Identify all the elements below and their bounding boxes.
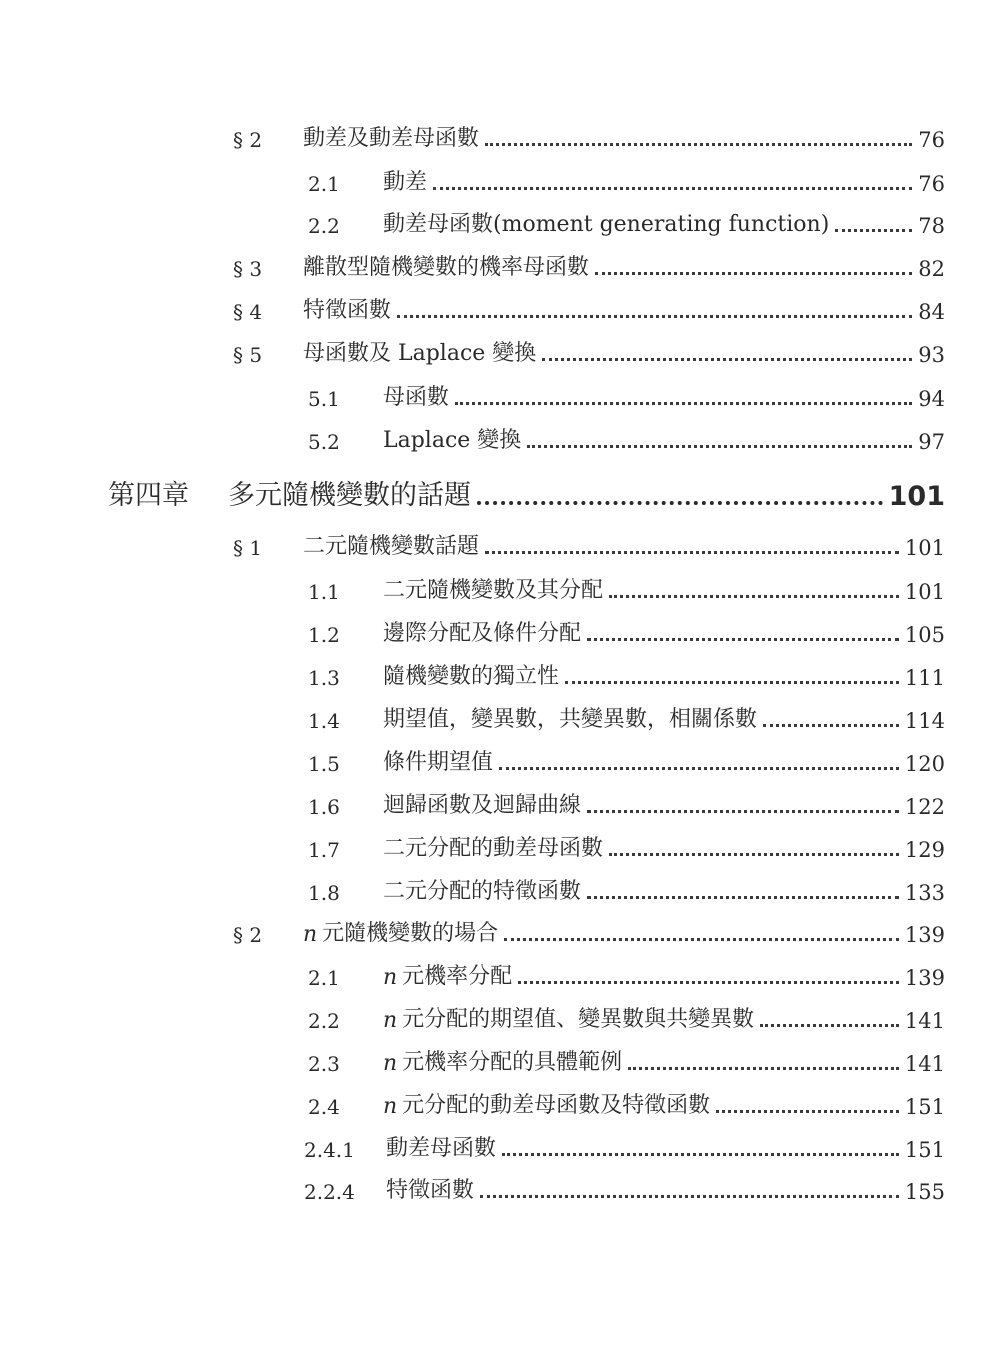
- dot-leader: [433, 187, 912, 190]
- toc-entry-page: 141: [904, 1052, 945, 1076]
- toc-entry-title: 動差母函數: [386, 1136, 497, 1161]
- toc-entry-title: 動差母函數(moment generating function): [383, 212, 830, 237]
- variable-n: n: [303, 922, 318, 947]
- toc-entry-page: 151: [904, 1095, 945, 1119]
- toc-entry-number: 1.2: [308, 623, 340, 647]
- toc-entry-title: 二元隨機變數及其分配: [383, 578, 604, 603]
- dot-leader: [502, 1153, 899, 1156]
- dot-leader: [716, 1110, 899, 1113]
- toc-entry-title: 二元分配的動差母函數: [383, 836, 604, 861]
- toc-entry-c4-1-7[interactable]: [308, 830, 945, 862]
- dot-leader: [455, 402, 912, 405]
- toc-entry-page: 139: [904, 966, 945, 990]
- dot-leader: [609, 595, 899, 598]
- toc-entry-page: 84: [918, 300, 945, 324]
- toc-entry-c4-2-2[interactable]: [308, 1001, 945, 1033]
- dot-leader: [504, 938, 899, 941]
- toc-entry-page: 94: [918, 387, 945, 411]
- dot-leader: [628, 1067, 899, 1070]
- variable-n: n: [383, 1094, 398, 1119]
- dot-leader: [565, 681, 899, 684]
- toc-entry-title: 元機率分配的具體範例: [402, 1050, 623, 1075]
- toc-entry-number: 2.2: [308, 214, 340, 238]
- toc-entry-number: 5.1: [308, 387, 340, 411]
- toc-entry-page: 97: [918, 430, 945, 454]
- toc-entry-c4-2-2-4[interactable]: [304, 1172, 945, 1204]
- toc-entry-number: 2.4.1: [304, 1138, 355, 1162]
- dot-leader: [397, 315, 912, 318]
- toc-entry-title: 二元分配的特徵函數: [383, 879, 582, 904]
- toc-entry-title: 母函數及 Laplace 變換: [303, 341, 537, 366]
- toc-entry-s2[interactable]: [233, 120, 945, 152]
- dot-leader: [835, 229, 912, 232]
- dot-leader: [587, 896, 899, 899]
- chapter-title: 多元隨機變數的話題: [228, 480, 471, 511]
- toc-entry-number: 2.2: [308, 1009, 340, 1033]
- toc-entry-title: 隨機變數的獨立性: [383, 664, 560, 689]
- toc-entry-page: 122: [904, 795, 945, 819]
- toc-entry-number: 2.3: [308, 1052, 340, 1076]
- toc-entry-title: 母函數: [383, 385, 450, 410]
- toc-entry-title: 元分配的動差母函數及特徵函數: [402, 1093, 711, 1118]
- dot-leader: [485, 551, 899, 554]
- toc-entry-title: 離散型隨機變數的機率母函數: [303, 255, 590, 280]
- toc-entry-title: 動差: [383, 170, 428, 195]
- toc-entry-number: § 3: [233, 257, 263, 281]
- toc-chapter-4[interactable]: [108, 474, 945, 512]
- toc-entry-page: 93: [918, 343, 945, 367]
- dot-leader: [542, 358, 912, 361]
- toc-entry-number: 5.2: [308, 430, 340, 454]
- toc-entry-title: 特徵函數: [386, 1178, 475, 1203]
- toc-entry-title: 期望值，變異數，共變異數，相關係數: [383, 707, 758, 732]
- toc-entry-number: 1.4: [308, 709, 340, 733]
- toc-entry-page: 105: [904, 623, 945, 647]
- toc-entry-title: Laplace 變換: [383, 428, 522, 453]
- toc-entry-number: 1.7: [308, 838, 340, 862]
- toc-entry-s3[interactable]: [233, 249, 945, 281]
- toc-entry-number: 1.5: [308, 752, 340, 776]
- toc-entry-c4-2-3[interactable]: [308, 1044, 945, 1076]
- toc-entry-c4-2-4-1[interactable]: [304, 1130, 945, 1162]
- toc-entry-s5[interactable]: [233, 335, 945, 367]
- dot-leader: [518, 981, 899, 984]
- toc-entry-page: 101: [904, 580, 945, 604]
- toc-entry-c4-2-4[interactable]: [308, 1087, 945, 1119]
- toc-entry-number: 2.1: [308, 172, 340, 196]
- dot-leader: [480, 1195, 899, 1198]
- toc-entry-c4-2-1[interactable]: [308, 958, 945, 990]
- chapter-number: 第四章: [108, 480, 189, 511]
- toc-entry-page: 114: [904, 709, 945, 733]
- toc-entry-page: 78: [918, 214, 945, 238]
- toc-entry-number: § 2: [233, 128, 263, 152]
- toc-entry-title: 元隨機變數的場合: [322, 921, 499, 946]
- toc-entry-number: 1.1: [308, 580, 340, 604]
- toc-entry-2-1[interactable]: [308, 164, 945, 196]
- toc-entry-number: § 5: [233, 343, 263, 367]
- toc-entry-c4-1-3[interactable]: [308, 658, 945, 690]
- toc-entry-page: 82: [918, 257, 945, 281]
- toc-entry-c4-1-2[interactable]: [308, 615, 945, 647]
- dot-leader: [485, 143, 912, 146]
- toc-entry-page: 101: [904, 536, 945, 560]
- toc-entry-number: § 1: [233, 536, 263, 560]
- toc-entry-c4-s1[interactable]: [233, 528, 945, 560]
- toc-entry-title: 動差及動差母函數: [303, 126, 480, 151]
- dot-leader: [760, 1024, 899, 1027]
- toc-entry-number: § 4: [233, 300, 263, 324]
- toc-entry-page: 139: [904, 923, 945, 947]
- toc-entry-5-2[interactable]: [308, 422, 945, 454]
- toc-entry-title: 迴歸函數及迴歸曲線: [383, 793, 582, 818]
- dot-leader: [527, 445, 912, 448]
- toc-entry-c4-1-8[interactable]: [308, 873, 945, 905]
- dot-leader: [595, 272, 912, 275]
- toc-entry-2-2[interactable]: [308, 206, 945, 238]
- toc-entry-c4-1-5[interactable]: [308, 744, 945, 776]
- toc-entry-title: 元分配的期望值、變異數與共變異數: [402, 1007, 755, 1032]
- toc-entry-page: 141: [904, 1009, 945, 1033]
- toc-entry-title: 特徵函數: [303, 298, 392, 323]
- dot-leader: [609, 853, 899, 856]
- dot-leader: [587, 638, 899, 641]
- toc-entry-title: 邊際分配及條件分配: [383, 621, 582, 646]
- toc-entry-title: 條件期望值: [383, 750, 494, 775]
- toc-entry-page: 76: [918, 128, 945, 152]
- toc-entry-s4[interactable]: [233, 292, 945, 324]
- toc-entry-title: 二元隨機變數話題: [303, 534, 480, 559]
- toc-entry-c4-1-1[interactable]: [308, 572, 945, 604]
- toc-entry-page: 129: [904, 838, 945, 862]
- dot-leader: [499, 767, 899, 770]
- variable-n: n: [383, 965, 398, 990]
- toc-entry-page: 155: [904, 1180, 945, 1204]
- dot-leader: [763, 724, 899, 727]
- toc-entry-page: 120: [904, 752, 945, 776]
- chapter-page: 101: [888, 481, 945, 512]
- toc-entry-page: 151: [904, 1138, 945, 1162]
- variable-n: n: [383, 1008, 398, 1033]
- toc-entry-page: 133: [904, 881, 945, 905]
- toc-entry-c4-1-4[interactable]: [308, 701, 945, 733]
- dot-leader: [587, 810, 899, 813]
- toc-entry-c4-s2[interactable]: [233, 915, 945, 947]
- toc-entry-5-1[interactable]: [308, 379, 945, 411]
- toc-entry-page: 111: [904, 666, 945, 690]
- toc-entry-number: § 2: [233, 923, 263, 947]
- dot-leader: [477, 501, 883, 505]
- toc-entry-title: 元機率分配: [402, 964, 513, 989]
- toc-entry-number: 1.3: [308, 666, 340, 690]
- toc-entry-number: 1.6: [308, 795, 340, 819]
- toc-entry-number: 2.4: [308, 1095, 340, 1119]
- toc-entry-page: 76: [918, 172, 945, 196]
- toc-entry-number: 2.2.4: [304, 1180, 355, 1204]
- toc-entry-c4-1-6[interactable]: [308, 787, 945, 819]
- variable-n: n: [383, 1051, 398, 1076]
- toc-entry-number: 1.8: [308, 881, 340, 905]
- toc-entry-number: 2.1: [308, 966, 340, 990]
